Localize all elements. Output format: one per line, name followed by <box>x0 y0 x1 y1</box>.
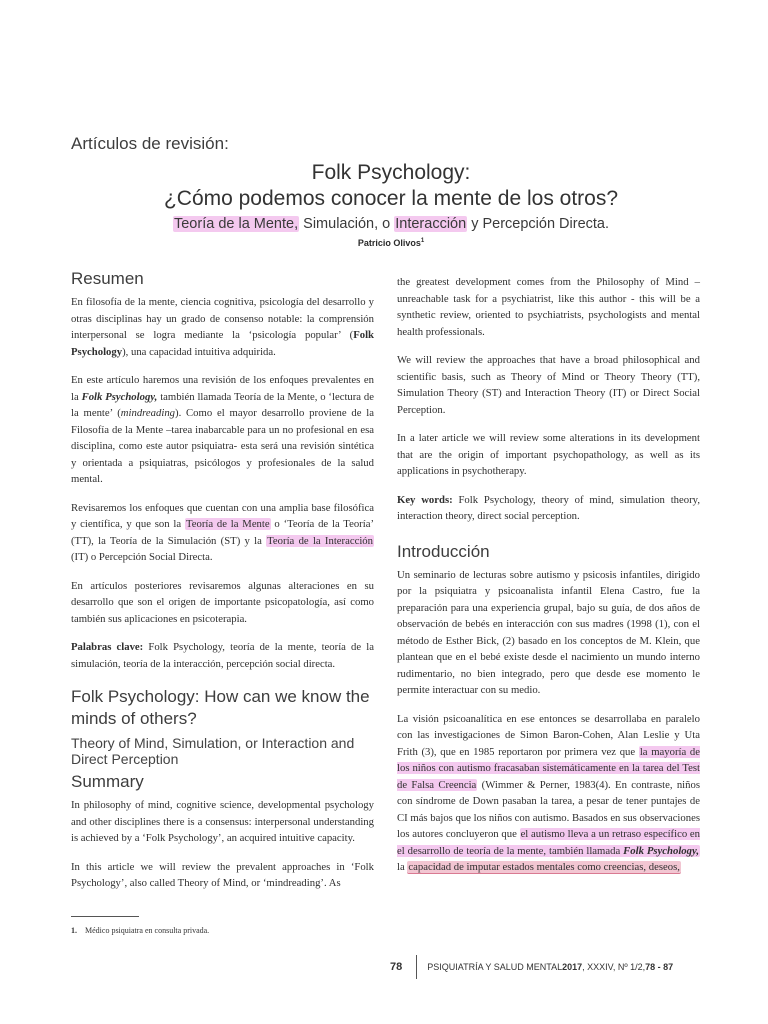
introduccion-paragraph-2 <box>397 711 700 876</box>
article-title-block <box>71 160 711 234</box>
resumen-paragraph-2 <box>71 372 374 488</box>
keywords-text-en: Folk Psychology, theory of mind, simulation theory, interaction theory, direct social perception. <box>397 493 700 522</box>
page-number: 78 <box>390 961 403 973</box>
journal-pages: 78 - 87 <box>645 962 674 972</box>
left-column <box>71 268 374 892</box>
summary-heading: Summary <box>71 772 144 791</box>
highlight-theory-of-mind: Teoría de la Mente <box>185 518 270 530</box>
summary-paragraph-2-continued: the greatest development comes from the Philosophy of Mind –unreachable task for a psychiatrist, like this author - this will be a synthetic review, oriented to psychiatrists, psychologists and mental health professionals. <box>397 276 700 338</box>
introduccion-paragraph-1: Un seminario de lecturas sobre autismo y psicosis infantiles, dirigido por la psiquiatra y psicoanalista infantil Elena Castro, fue la preparación para una experiencia grupal, bajo su guía, de dos años de observación de bebés en interacción con sus madres (1998 (1), con el método de Esther Bick, (2) basado en los conceptos de M. Klein, que plantean que en el bebé existe desde el nacimiento un mundo interno rudimentario, no bien integrado, pero que desde ese momento le permite interactuar con su medio. <box>397 568 700 696</box>
journal-volume: , XXXIV, Nº 1/2, <box>582 962 646 972</box>
text-run: ). Como el mayor desarrollo proviene de la Filosofía de la Mente –tarea inabarcable para un no profesional en esa disciplina, como este autor psiquiatra- esta será una revisión sintética y orientada a psiquiatras, psicólogos y profesionales de la salud mental. <box>71 407 374 485</box>
summary-paragraph-1: In philosophy of mind, cognitive science, developmental psychology and other disciplines there is a consensus: interpersonal understanding is achieved by a ‘Folk Psychology’, an acquired intuitive capacity. <box>71 799 374 844</box>
text-run: (Wimmer & Perner, 1983(4). En contraste, niños con síndrome de Down pasaban la tarea, a pesar de tener puntajes de CI más bajos que los niños con autismo. Basados en sus observaciones los autores concluyeron que <box>397 778 700 840</box>
key-words <box>397 492 700 525</box>
summary-paragraph-4: In a later article we will review some alterations in its development that are the origin of important psychopathology, as well as its applications in psychotherapy. <box>397 432 700 477</box>
page-footer <box>390 956 673 978</box>
text-run: o ‘Teoría de la Teoría’ (TT), la Teoría de la Simulación (ST) y la <box>71 518 375 547</box>
keywords-label: Palabras clave: <box>71 641 144 653</box>
text-run: En filosofía de la mente, ciencia cognitiva, psicología del desarrollo y otras disciplinas hay un grado de consenso notable: la comprensión interpersonal se logra mediante la ‘psicología popular’ ( <box>71 296 374 341</box>
palabras-clave <box>71 639 374 672</box>
footnote-text: Médico psiquiatra en consulta privada. <box>85 926 210 935</box>
article-subtitle <box>71 214 711 234</box>
english-title: Folk Psychology: How can we know the minds of others? <box>71 687 370 728</box>
italic-run: mindreading <box>120 407 176 419</box>
highlight-autism-false-belief: la mayoría de los niños con autismo fracasaban sistemáticamente en la tarea del Test de Falsa Creencia <box>397 745 700 791</box>
text-run: (IT) o Percepción Social Directa. <box>71 551 213 563</box>
footnote <box>71 926 209 935</box>
footnote-divider <box>71 916 139 917</box>
keywords-label-en: Key words: <box>397 493 453 506</box>
subtitle-text: Simulación, o <box>299 216 395 232</box>
text-run: también llamada Teoría de la Mente, o ‘lectura de la mente’ ( <box>71 390 374 419</box>
footer-divider <box>416 955 417 979</box>
resumen-paragraph-3 <box>71 500 374 566</box>
text-run: La visión psicoanalítica en ese entonces se desarrollaba en paralelo con las investigaciones de Simon Baron-Cohen, Alan Leslie y Uta Frith (3), que en 1985 reportaron por primera vez que <box>397 712 700 758</box>
resumen-heading: Resumen <box>71 269 144 288</box>
text-run: el autismo lleva a un retraso específico en el desarrollo de teoría de la mente, también llamada <box>397 828 700 857</box>
english-subtitle: Theory of Mind, Simulation, or Interaction and Direct Perception <box>71 735 355 767</box>
author-name: Patricio Olivos <box>357 238 421 248</box>
highlight-interaction-theory: Teoría de la Interacción <box>267 534 373 547</box>
text-run: En este artículo haremos una revisión de los enfoques prevalentes en la <box>71 374 374 403</box>
section-label: Artículos de revisión: <box>71 134 229 153</box>
text-run: Revisaremos los enfoques que cuentan con una amplia base filosófica y científica, y que son la <box>71 501 374 530</box>
right-column <box>397 274 700 876</box>
subtitle-text-end: y Percepción Directa. <box>467 216 610 232</box>
author-footnote-marker: 1 <box>420 238 425 244</box>
article-title-line-1: Folk Psychology: <box>311 161 471 184</box>
journal-name: PSIQUIATRÍA Y SALUD MENTAL <box>427 962 563 972</box>
summary-paragraph-2: In this article we will review the prevalent approaches in ‘Folk Psychology’, also called Theory of Mind, or ‘mindreading’. As <box>71 860 374 889</box>
footnote-number: 1. <box>71 926 77 935</box>
journal-year: 2017 <box>562 962 583 972</box>
resumen-paragraph-4: En artículos posteriores revisaremos algunas alteraciones en su desarrollo que son el origen de importante psicopatología, así como también sus aplicaciones en psicoterapia. <box>71 579 374 625</box>
subtitle-highlight-theory-of-mind: Teoría de la Mente, <box>173 216 299 232</box>
resumen-paragraph-1 <box>71 294 374 360</box>
text-run: la <box>397 861 408 873</box>
bold-italic-run: Folk Psychology, <box>81 390 158 403</box>
keywords-text: Folk Psychology, teoría de la mente, teoría de la simulación, teoría de la interacción, percepción social directa. <box>71 641 374 670</box>
article-title-line-2: ¿Cómo podemos conocer la mente de los otros? <box>163 187 619 210</box>
subtitle-highlight-interaction: Interacción <box>395 216 467 232</box>
highlight-mental-states: capacidad de imputar estados mentales como creencias, deseos, <box>408 861 680 873</box>
introduccion-heading: Introducción <box>397 541 490 561</box>
summary-paragraph-3: We will review the approaches that have a broad philosophical and scientific basis, such as Theory of Mind or Theory Theory (TT), Simulation Theory (ST) and Interaction Theory (IT) or Direct Social Perception. <box>397 354 700 416</box>
bold-run: Folk Psychology <box>71 329 374 358</box>
bold-italic-run: Folk Psychology, <box>623 844 699 857</box>
author <box>71 238 711 248</box>
text-run: ), una capacidad intuitiva adquirida. <box>122 345 276 358</box>
